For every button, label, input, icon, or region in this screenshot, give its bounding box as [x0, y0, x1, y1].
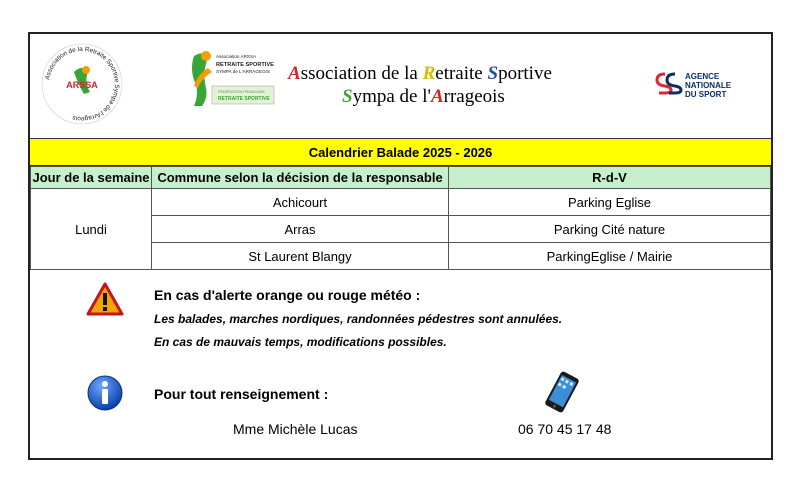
rdv-cell: Parking Cité nature	[449, 216, 771, 243]
svg-text:SYMPA de L'ARRAGEOIS: SYMPA de L'ARRAGEOIS	[216, 69, 270, 74]
svg-text:FEDERATION FRANCAISE: FEDERATION FRANCAISE	[218, 90, 265, 94]
svg-text:RETRAITE SPORTIVE: RETRAITE SPORTIVE	[216, 62, 274, 68]
arssa-seal-logo	[38, 40, 126, 128]
warning-icon	[86, 282, 124, 316]
info-icon	[86, 374, 124, 412]
col-header-commune: Commune selon la décision de la responsable	[152, 167, 449, 189]
alert-line-2: En cas de mauvais temps, modifications possibles.	[154, 335, 447, 349]
arssa-ffrs-logo	[182, 48, 278, 114]
smartphone-icon	[540, 370, 584, 414]
svg-text:RETRAITE SPORTIVE: RETRAITE SPORTIVE	[218, 96, 270, 102]
day-cell: Lundi	[31, 189, 152, 270]
commune-cell: Achicourt	[152, 189, 449, 216]
rdv-cell: Parking Eglise	[449, 189, 771, 216]
alert-line-1: Les balades, marches nordiques, randonnées pédestres sont annulées.	[154, 312, 563, 326]
header	[30, 34, 771, 137]
commune-cell: St Laurent Blangy	[152, 243, 449, 270]
schedule-table	[30, 166, 771, 270]
svg-text:ARSSA: ARSSA	[66, 80, 98, 90]
svg-text:Association de la Retraite Spo: Association de la Retraite Sportive Sympa de l'Arrageois	[44, 45, 121, 123]
commune-cell: Arras	[152, 216, 449, 243]
table-header-row	[31, 167, 771, 189]
col-header-day: Jour de la semaine	[31, 167, 152, 189]
notice-section	[30, 274, 771, 460]
alert-title: En cas d'alerte orange ou rouge météo :	[154, 287, 421, 303]
svg-text:Association ARSSA: Association ARSSA	[216, 54, 257, 59]
title-line-1: Association de la Retraite Sportive	[288, 63, 552, 84]
col-header-rdv: R-d-V	[449, 167, 771, 189]
contact-title: Pour tout renseignement :	[154, 386, 329, 402]
agency-name: AGENCE NATIONALE DU SPORT	[685, 72, 732, 99]
contact-phone: 06 70 45 17 48	[518, 421, 612, 437]
title-line-2: Sympa de l'Arrageois	[342, 86, 505, 107]
rdv-cell: ParkingEglise / Mairie	[449, 243, 771, 270]
table-row	[31, 189, 771, 216]
calendar-title: Calendrier Balade 2025 - 2026	[30, 138, 771, 166]
poster-frame	[28, 32, 773, 460]
contact-name: Mme Michèle Lucas	[233, 421, 358, 437]
association-title	[288, 62, 608, 108]
